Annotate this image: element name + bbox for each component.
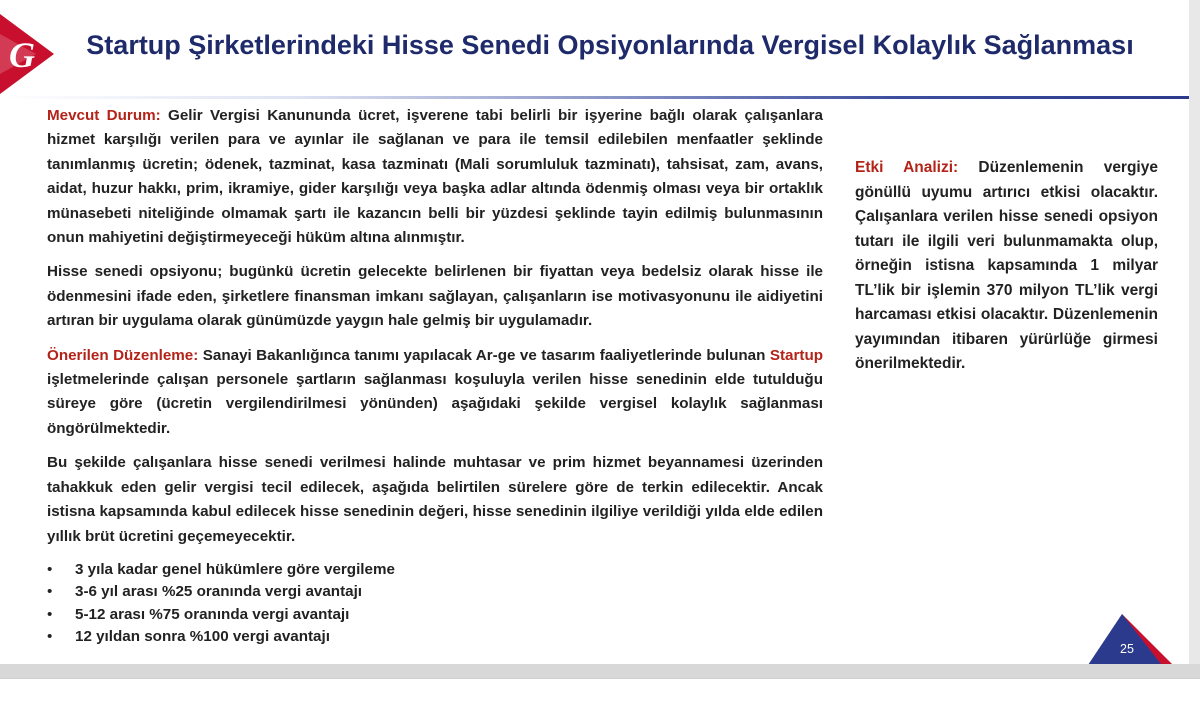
impact-analysis-text: Düzenlemenin vergiye gönüllü uyumu artırıcı etkisi olacaktır. Çalışanlara verilen hisse senedi opsiyon tutarı ile ilgili veri bulunmamakta olup, örneğin istisna kapsamında 1 milyar TL’lik bir işlemin 370 milyon TL’lik vergi harcaması etkisi olacaktır. Düzenlemenin yayımından itibaren yürürlüğe girmesi önerilmektedir. xyxy=(855,159,1158,372)
logo-letter: G xyxy=(9,35,35,75)
corner-triangle-icon xyxy=(1086,614,1176,664)
impact-analysis-paragraph xyxy=(855,156,1158,377)
slide-title: Startup Şirketlerindeki Hisse Senedi Opsiyonlarında Vergisel Kolaylık Sağlanması xyxy=(86,30,1134,60)
list-item-text: 3-6 yıl arası %25 oranında vergi avantajı xyxy=(75,583,363,601)
page-number: 25 xyxy=(1120,642,1134,656)
bullet-icon: • xyxy=(47,628,53,646)
bullet-icon: • xyxy=(47,560,53,578)
tax-advantage-list xyxy=(47,559,823,649)
list-item-text: 3 yıla kadar genel hükümlere göre vergileme xyxy=(75,560,395,578)
startup-keyword: Startup xyxy=(769,346,823,364)
list-item xyxy=(47,559,823,582)
current-situation-label: Mevcut Durum: xyxy=(47,107,161,124)
list-item-text: 12 yıldan sonra %100 vergi avantajı xyxy=(75,628,330,646)
bullet-icon: • xyxy=(47,583,53,601)
proposed-regulation-label: Önerilen Düzenleme: xyxy=(47,346,199,364)
list-item xyxy=(47,581,823,604)
bullet-icon: • xyxy=(47,605,53,623)
impact-analysis-label: Etki Analizi: xyxy=(855,159,959,176)
logo-icon xyxy=(0,14,60,94)
list-item xyxy=(47,604,823,627)
proposed-text-part-2: işletmelerinde çalışan personele şartların sağlanması koşuluyla verilen hisse senedinin elde tutulduğu süreye göre (ücretin vergilendirilmesi yönünden) aşağıdaki şekilde vergisel kolaylık sağlanması öngörülmektedir. xyxy=(47,371,823,437)
impact-analysis-box xyxy=(855,156,1158,377)
detail-paragraph: Bu şekilde çalışanlara hisse senedi verilmesi halinde muhtasar ve prim hizmet beyannamesi üzerinden tahakkuk eden gelir vergisi tecil edilecek, aşağıda belirtilen sürelere göre de terkin edilecektir. Ancak istisna kapsamında kabul edilecek hisse senedinin değeri, hisse senedinin ilgiliye verildiği yılda elde edilen yıllık brüt ücretini geçemeyecektir. xyxy=(47,454,823,545)
slide-gap xyxy=(0,664,1200,678)
stock-option-paragraph: Hisse senedi opsiyonu; bugünkü ücretin gelecekte belirlenen bir fiyattan veya bedelsiz olarak hisse ile ödenmesini ifade eden, şirketlere finansman imkanı sağlayan, çalışanların ise motivasyonunu ile aidiyetini artıran bir uygulama olarak günümüzde yaygın hale gelmiş bir uygulamadır. xyxy=(47,263,823,330)
current-situation-text: Gelir Vergisi Kanununda ücret, işverene tabi belirli bir işyerine bağlı olarak çalışanlara hizmet karşılığı verilen para ve ayınlar ile sağlanan ve para ile temsil edilebilen menfaatler şeklinde tanımlanmış ücretin; ödenek, tazminat, kasa tazminatı (Mali sorumluluk tazminatı), tahsisat, zam, avans, aidat, huzur hakkı, prim, ikramiye, gider karşılığı veya başka adlar altında ödenmiş olması veya bir ortaklık münasebeti niteliğinde olmamak şartı ile kazancın belli bir yüzdesi şeklinde tayin edilmiş bulunmasının onun mahiyetini değiştirmeyeceği hüküm altına alınmıştır. xyxy=(47,107,823,247)
proposed-regulation-paragraph xyxy=(47,344,823,442)
proposed-text-part-1: Sanayi Bakanlığınca tanımı yapılacak Ar-ge ve tasarım faaliyetlerinde bulunan xyxy=(198,346,770,364)
current-situation-paragraph xyxy=(47,104,823,250)
list-item-text: 5-12 arası %75 oranında vergi avantajı xyxy=(75,605,350,623)
header-divider xyxy=(0,96,1189,99)
list-item xyxy=(47,626,823,649)
main-column xyxy=(47,104,823,649)
next-slide-preview xyxy=(0,678,1200,709)
